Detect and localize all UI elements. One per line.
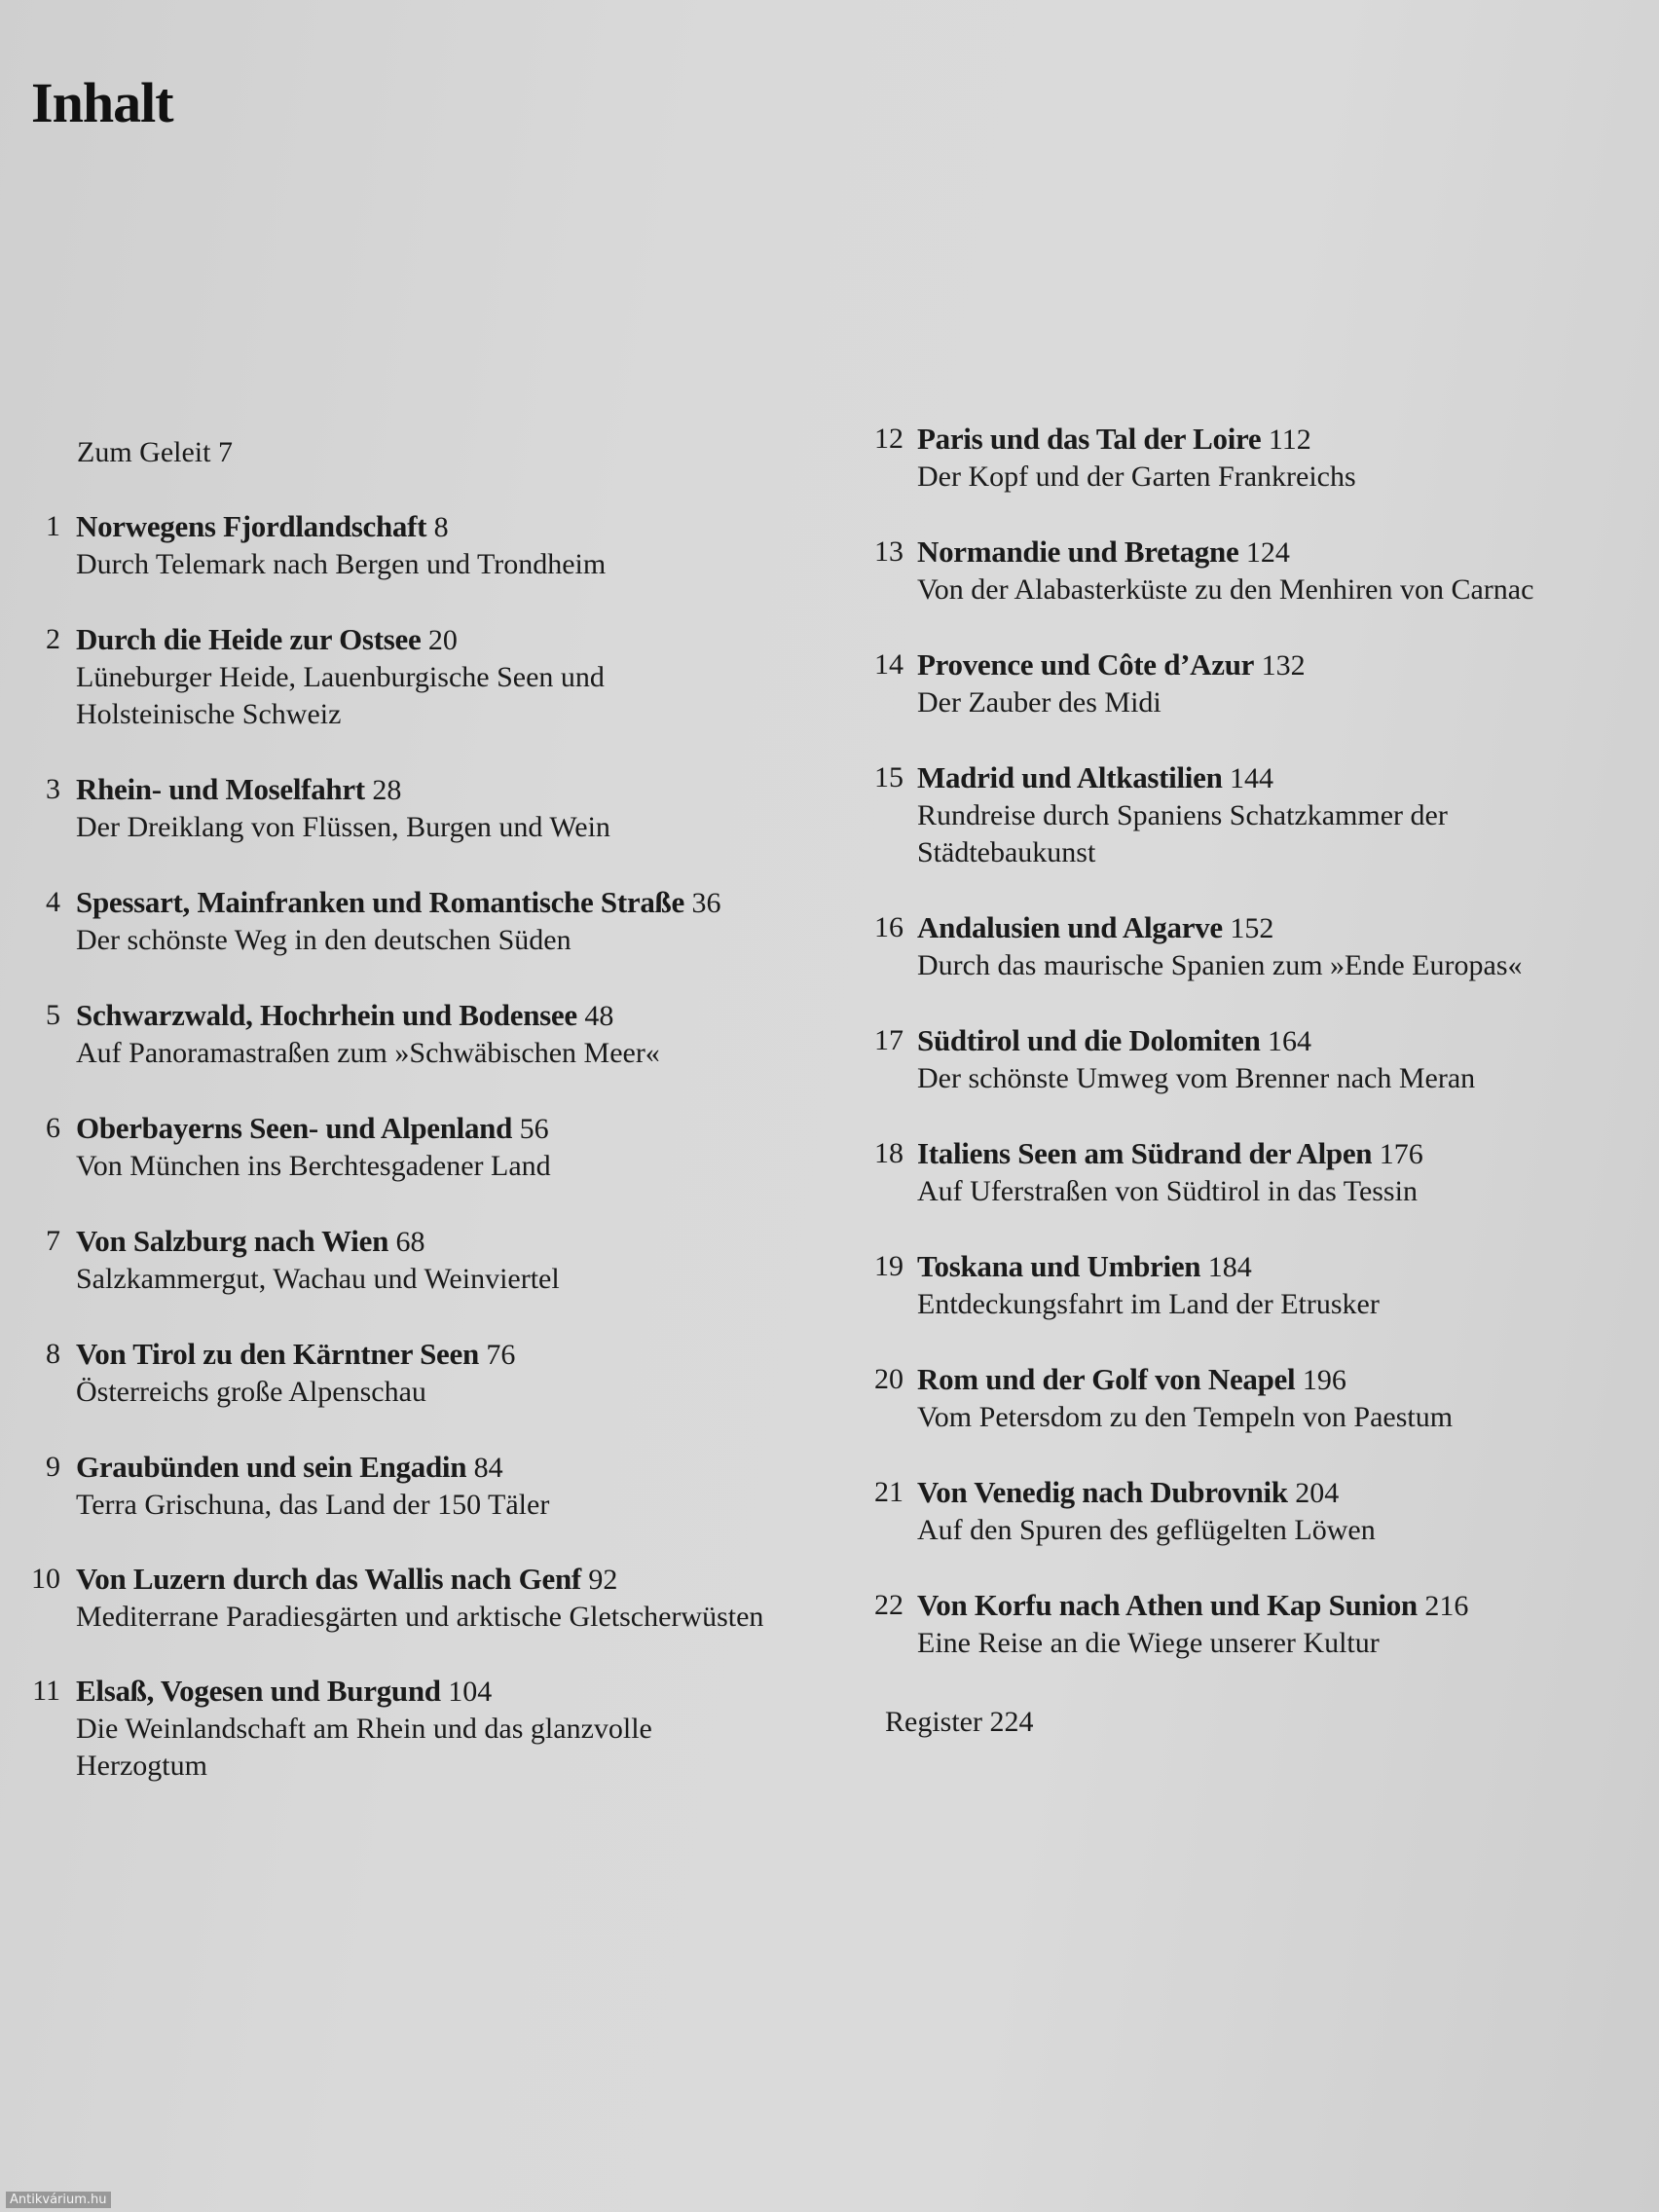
chapter-number: 22 [874,1589,903,1621]
chapter-number: 18 [874,1137,903,1169]
chapter-heading [76,1673,652,1711]
chapter-number: 11 [32,1675,60,1707]
chapter-title: Normandie und Bretagne [917,535,1239,569]
chapter-body [76,1336,515,1411]
chapter-page: 176 [1379,1138,1423,1170]
chapter-page: 144 [1230,762,1274,794]
chapter-number: 2 [46,623,60,655]
chapter-number: 3 [46,773,60,805]
chapter-subtitle-line: Salzkammergut, Wachau und Weinviertel [76,1263,560,1295]
chapter-number: 21 [874,1476,903,1508]
register-entry [885,1706,1033,1739]
chapter-body [917,534,1533,608]
chapter-heading [76,621,605,659]
chapter-subtitle-line: Herzogtum [76,1750,207,1782]
chapter-subtitle-line: Der Dreiklang von Flüssen, Burgen und Wein [76,811,610,843]
chapter-body [76,771,610,846]
register-page: 224 [989,1706,1034,1738]
intro-label: Zum Geleit [77,436,211,468]
chapter-page: 36 [691,887,721,919]
chapter-body [917,909,1523,984]
chapter-title: Provence und Côte d’Azur [917,647,1255,682]
chapter-title: Italiens Seen am Südrand der Alpen [917,1136,1373,1170]
chapter-body [917,1135,1423,1210]
chapter-number: 10 [31,1563,60,1595]
chapter-heading [917,1135,1423,1173]
chapter-heading [76,1110,551,1148]
chapter-page: 216 [1424,1590,1469,1622]
chapter-heading [76,508,606,546]
chapter-body [917,759,1448,871]
chapter-page: 48 [584,1000,614,1032]
chapter-title: Von Venedig nach Dubrovnik [917,1475,1288,1509]
chapter-body [76,1223,560,1298]
chapter-body [917,646,1306,721]
chapter-page: 68 [395,1226,425,1258]
chapter-heading [76,884,720,922]
chapter-subtitle-line: Terra Grischuna, das Land der 150 Täler [76,1489,550,1521]
chapter-page: 204 [1295,1477,1340,1509]
chapter-number: 6 [46,1112,60,1144]
chapter-heading [917,1361,1453,1399]
page-title: Inhalt [31,71,173,134]
chapter-title: Südtirol und die Dolomiten [917,1023,1261,1057]
chapter-number: 5 [46,999,60,1031]
chapter-number: 16 [874,911,903,943]
chapter-heading [917,1587,1468,1625]
chapter-subtitle-line: Städtebaukunst [917,836,1096,868]
chapter-subtitle-line: Mediterrane Paradiesgärten und arktische Gletscherwüsten [76,1601,764,1633]
chapter-body [917,1474,1376,1549]
chapter-title: Rom und der Golf von Neapel [917,1362,1296,1396]
chapter-subtitle-line: Lüneburger Heide, Lauenburgische Seen und [76,661,605,693]
chapter-heading [76,1336,515,1374]
chapter-body [76,508,606,583]
chapter-title: Oberbayerns Seen- und Alpenland [76,1111,513,1145]
chapter-page: 152 [1230,912,1274,944]
chapter-subtitle-line: Die Weinlandschaft am Rhein und das glanzvolle [76,1713,652,1745]
chapter-heading [76,771,610,809]
chapter-title: Graubünden und sein Engadin [76,1450,467,1484]
chapter-subtitle-line: Entdeckungsfahrt im Land der Etrusker [917,1288,1380,1320]
chapter-subtitle-line: Vom Petersdom zu den Tempeln von Paestum [917,1401,1454,1433]
chapter-title: Von Luzern durch das Wallis nach Genf [76,1562,581,1596]
chapter-number: 8 [46,1338,60,1370]
chapter-heading [917,1248,1380,1286]
chapter-heading [917,534,1533,571]
chapter-title: Von Salzburg nach Wien [76,1224,389,1258]
chapter-body [76,1561,763,1636]
chapter-body [76,1449,549,1524]
chapter-title: Norwegens Fjordlandschaft [76,509,427,543]
chapter-number: 20 [874,1363,903,1395]
chapter-subtitle-line: Der Zauber des Midi [917,686,1161,719]
chapter-title: Durch die Heide zur Ostsee [76,622,422,656]
chapter-page: 196 [1302,1364,1346,1396]
chapter-heading [76,1561,763,1599]
chapter-title: Madrid und Altkastilien [917,760,1223,794]
chapter-number: 7 [46,1225,60,1257]
chapter-body [76,1673,652,1785]
chapter-page: 184 [1207,1251,1252,1283]
chapter-subtitle-line: Holsteinische Schweiz [76,698,342,730]
chapter-subtitle-line: Von der Alabasterküste zu den Menhiren von Carnac [917,573,1534,606]
chapter-number: 19 [874,1250,903,1282]
chapter-title: Von Tirol zu den Kärntner Seen [76,1337,479,1371]
chapter-number: 1 [46,510,60,542]
chapter-number: 4 [46,886,60,918]
chapter-body [917,1361,1453,1436]
chapter-number: 13 [874,535,903,568]
chapter-heading [76,997,660,1035]
chapter-page: 56 [519,1113,549,1145]
chapter-heading [917,1474,1376,1512]
chapter-title: Elsaß, Vogesen und Burgund [76,1674,441,1708]
chapter-subtitle-line: Rundreise durch Spaniens Schatzkammer der [917,799,1448,831]
chapter-number: 9 [46,1451,60,1483]
chapter-subtitle-line: Der schönste Weg in den deutschen Süden [76,924,571,956]
chapter-subtitle-line: Auf Uferstraßen von Südtirol in das Tessin [917,1175,1418,1207]
chapter-body [76,621,605,733]
chapter-number: 14 [874,648,903,681]
chapter-title: Toskana und Umbrien [917,1249,1201,1283]
chapter-subtitle-line: Auf Panoramastraßen zum »Schwäbischen Meer« [76,1037,660,1069]
chapter-page: 104 [448,1676,493,1708]
chapter-heading [917,759,1448,797]
chapter-subtitle-line: Durch Telemark nach Bergen und Trondheim [76,548,607,580]
chapter-body [917,1587,1468,1662]
chapter-number: 15 [874,761,903,793]
chapter-subtitle-line: Eine Reise an die Wiege unserer Kultur [917,1627,1380,1659]
chapter-title: Rhein- und Moselfahrt [76,772,365,806]
chapter-page: 124 [1245,536,1290,569]
chapter-title: Paris und das Tal der Loire [917,422,1262,456]
chapter-heading [917,1022,1475,1060]
chapter-body [917,421,1356,496]
chapter-page: 164 [1268,1025,1312,1057]
chapter-title: Andalusien und Algarve [917,910,1223,944]
chapter-subtitle-line: Der schönste Umweg vom Brenner nach Meran [917,1062,1476,1094]
chapter-heading [76,1449,549,1487]
chapter-page: 132 [1261,649,1306,682]
register-label: Register [885,1706,982,1738]
chapter-subtitle-line: Von München ins Berchtesgadener Land [76,1150,551,1182]
chapter-body [76,1110,551,1185]
chapter-page: 92 [588,1564,618,1596]
chapter-title: Von Korfu nach Athen und Kap Sunion [917,1588,1418,1622]
chapter-heading [917,909,1523,947]
chapter-subtitle-line: Der Kopf und der Garten Frankreichs [917,461,1356,493]
chapter-heading [917,421,1356,459]
chapter-heading [76,1223,560,1261]
chapter-body [917,1248,1380,1323]
chapter-title: Schwarzwald, Hochrhein und Bodensee [76,998,577,1032]
chapter-page: 20 [427,624,458,656]
chapter-subtitle-line: Auf den Spuren des geflügelten Löwen [917,1514,1376,1546]
chapter-heading [917,646,1306,684]
chapter-page: 76 [486,1339,516,1371]
chapter-body [76,884,720,959]
chapter-subtitle-line: Durch das maurische Spanien zum »Ende Europas« [917,949,1523,981]
chapter-page: 28 [372,774,402,806]
chapter-body [917,1022,1475,1097]
chapter-page: 84 [473,1452,503,1484]
chapter-subtitle-line: Österreichs große Alpenschau [76,1376,426,1408]
watermark: Antikvárium.hu [6,2192,111,2208]
chapter-body [76,997,660,1072]
chapter-title: Spessart, Mainfranken und Romantische Straße [76,885,684,919]
chapter-number: 17 [874,1024,903,1056]
chapter-page: 112 [1268,424,1311,456]
chapter-number: 12 [874,423,903,455]
intro-entry [77,436,233,469]
chapter-page: 8 [433,511,449,543]
intro-page: 7 [217,436,233,468]
